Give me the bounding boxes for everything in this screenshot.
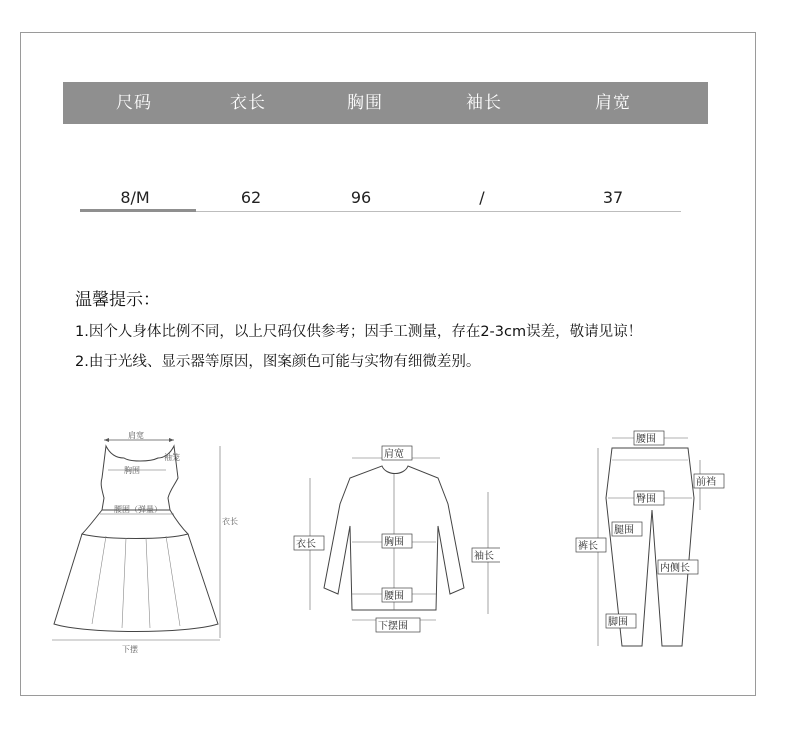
pants-length-label: 裤长: [578, 541, 598, 552]
shirt-chest-label: 胸围: [384, 537, 404, 548]
shirt-waist-label: 腰围: [384, 591, 404, 602]
header-sleeve: 袖长: [466, 93, 502, 113]
dress-length-label: 衣长: [222, 517, 238, 526]
notes-title: 温馨提示：: [75, 290, 160, 310]
dress-measurement-diagram: [46, 428, 242, 656]
pants-measurement-diagram: [572, 426, 732, 652]
pants-rise-label: 前裆: [696, 477, 716, 488]
pants-hip-label: 臀围: [636, 494, 656, 505]
header-length: 衣长: [230, 93, 266, 113]
cell-sleeve: /: [479, 188, 485, 207]
pants-leg-opening-label: 脚围: [608, 617, 628, 628]
dress-waist-label: 腰围（弹量）: [114, 505, 162, 514]
cell-chest: 96: [350, 188, 372, 207]
header-shoulder: 肩宽: [595, 93, 631, 113]
note-line-2: 2.由于光线、显示器等原因，图案颜色可能与实物有细微差别。: [75, 354, 481, 370]
shirt-shoulder-label: 肩宽: [384, 449, 404, 460]
size-table-header: [63, 82, 708, 124]
shirt-measurement-diagram: [290, 438, 500, 638]
header-chest: 胸围: [347, 93, 383, 113]
shirt-sleeve-label: 袖长: [474, 551, 494, 562]
pants-thigh-label: 腿围: [614, 525, 634, 536]
dress-hem-label: 下摆: [122, 645, 138, 654]
cell-shoulder: 37: [602, 188, 624, 207]
shirt-hem-label: 下摆围: [378, 621, 408, 632]
dress-chest-label: 胸围: [124, 466, 140, 475]
row-divider-accent: [80, 209, 196, 212]
header-size: 尺码: [116, 93, 152, 113]
pants-waist-label: 腰围: [636, 434, 656, 445]
dress-shoulder-label: 肩宽: [128, 431, 144, 440]
cell-size: 8/M: [120, 188, 150, 207]
note-line-1: 1.因个人身体比例不同，以上尺码仅供参考；因手工测量，存在2-3cm误差，敬请见谅！: [75, 324, 643, 340]
pants-inseam-label: 内侧长: [660, 563, 690, 574]
cell-length: 62: [240, 188, 262, 207]
shirt-length-label: 衣长: [296, 539, 316, 550]
dress-armhole-label: 袖笼: [164, 453, 180, 462]
